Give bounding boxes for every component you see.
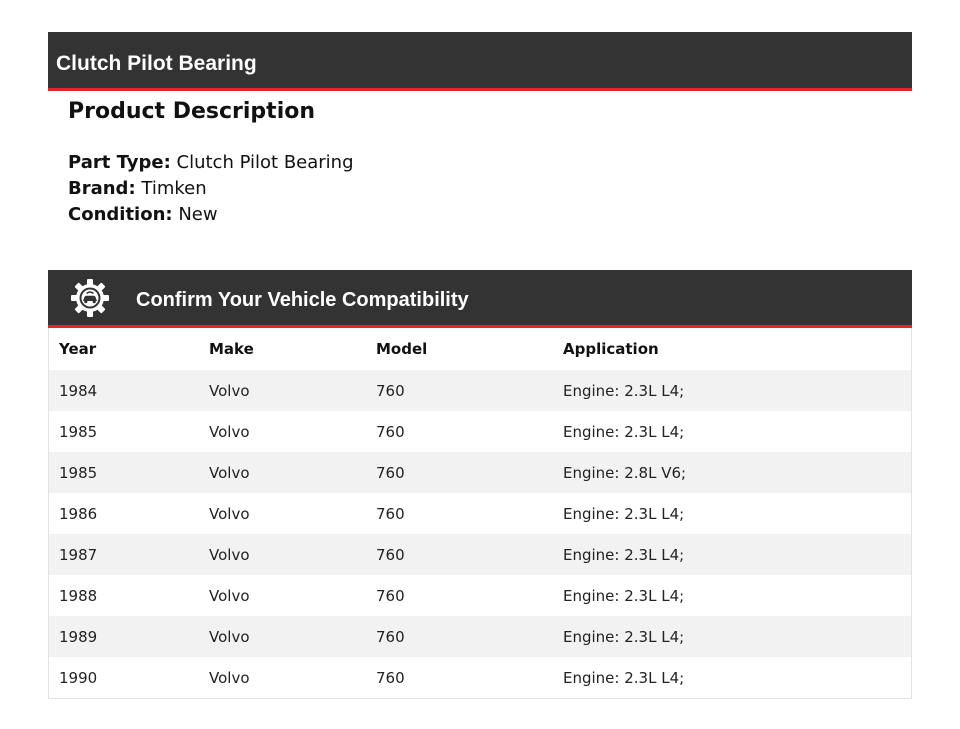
- cell-make: Volvo: [209, 381, 250, 400]
- cell-model: 760: [376, 586, 405, 605]
- cell-model: 760: [376, 504, 405, 523]
- cell-application: Engine: 2.3L L4;: [563, 627, 685, 646]
- cell-application: Engine: 2.3L L4;: [563, 545, 685, 564]
- cell-application: Engine: 2.3L L4;: [563, 504, 685, 523]
- cell-year: 1984: [59, 381, 98, 400]
- column-header-year: Year: [59, 340, 97, 358]
- spec-list: [68, 150, 888, 228]
- cell-model: 760: [376, 668, 405, 687]
- table-row: [49, 370, 911, 411]
- spec-value: New: [178, 204, 218, 225]
- cell-make: Volvo: [209, 545, 250, 564]
- spec-label: Brand:: [68, 178, 136, 199]
- cell-make: Volvo: [209, 668, 250, 687]
- cell-make: Volvo: [209, 422, 250, 441]
- cell-year: 1986: [59, 504, 98, 523]
- cell-application: Engine: 2.3L L4;: [563, 422, 685, 441]
- cell-model: 760: [376, 381, 405, 400]
- description-heading: Product Description: [68, 99, 316, 124]
- cell-application: Engine: 2.3L L4;: [563, 668, 685, 687]
- column-header-application: Application: [563, 340, 659, 358]
- cell-make: Volvo: [209, 627, 250, 646]
- cell-make: Volvo: [209, 463, 250, 482]
- cell-year: 1989: [59, 627, 98, 646]
- column-header-model: Model: [376, 340, 428, 358]
- product-description: [68, 96, 888, 228]
- cell-year: 1985: [59, 422, 98, 441]
- gear-car-icon: [70, 278, 110, 318]
- product-title: Clutch Pilot Bearing: [56, 52, 257, 75]
- cell-make: Volvo: [209, 504, 250, 523]
- table-header-row: [49, 328, 911, 370]
- cell-year: 1985: [59, 463, 98, 482]
- cell-model: 760: [376, 627, 405, 646]
- table-row: [49, 534, 911, 575]
- compatibility-header: [48, 270, 912, 328]
- spec-value: Timken: [141, 178, 207, 199]
- spec-condition: [68, 202, 888, 228]
- spec-label: Part Type:: [68, 152, 171, 173]
- cell-make: Volvo: [209, 586, 250, 605]
- compatibility-title: Confirm Your Vehicle Compatibility: [136, 289, 469, 311]
- cell-model: 760: [376, 422, 405, 441]
- spec-brand: [68, 176, 888, 202]
- cell-application: Engine: 2.3L L4;: [563, 381, 685, 400]
- compatibility-table-container: [48, 328, 912, 699]
- spec-label: Condition:: [68, 204, 173, 225]
- cell-model: 760: [376, 463, 405, 482]
- compatibility-table: [49, 328, 911, 698]
- cell-application: Engine: 2.8L V6;: [563, 463, 687, 482]
- table-row: [49, 493, 911, 534]
- table-row: [49, 411, 911, 452]
- table-row: [49, 452, 911, 493]
- cell-application: Engine: 2.3L L4;: [563, 586, 685, 605]
- cell-model: 760: [376, 545, 405, 564]
- column-header-make: Make: [209, 340, 254, 358]
- table-row: [49, 657, 911, 698]
- table-row: [49, 575, 911, 616]
- cell-year: 1990: [59, 668, 98, 687]
- spec-value: Clutch Pilot Bearing: [176, 152, 354, 173]
- cell-year: 1987: [59, 545, 98, 564]
- table-row: [49, 616, 911, 657]
- product-title-bar: [48, 32, 912, 91]
- spec-part-type: [68, 150, 888, 176]
- cell-year: 1988: [59, 586, 98, 605]
